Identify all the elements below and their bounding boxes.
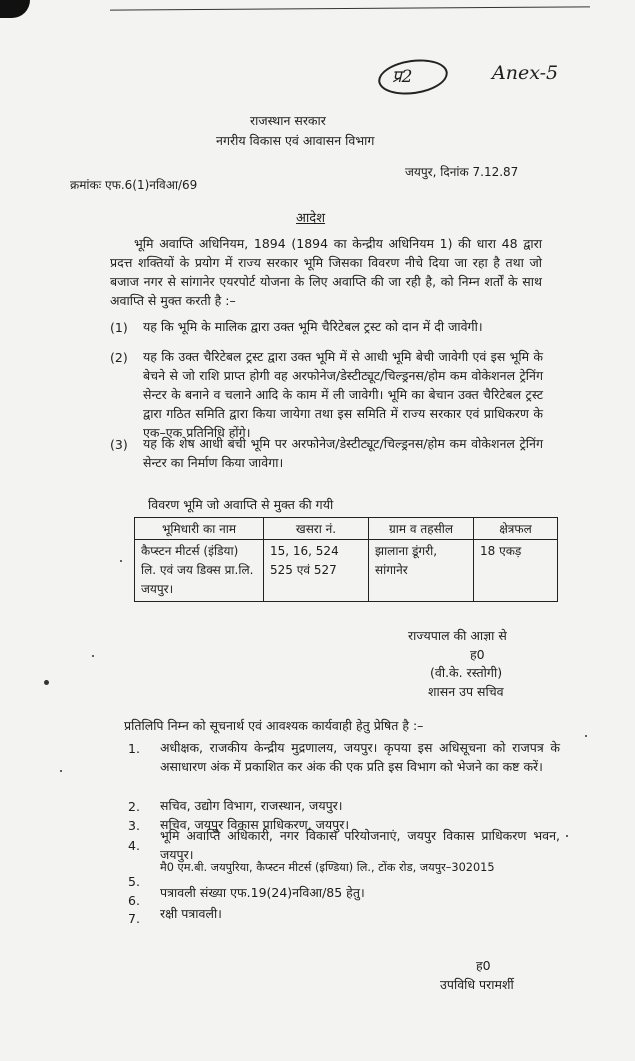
- copy-item-6-text: पत्रावली संख्या एफ.19(24)नविआ/85 हेतु।: [160, 885, 365, 900]
- copy-item-2-number: 2.: [128, 799, 140, 814]
- copy-item-1-number: 1.: [128, 741, 140, 756]
- table-header-cell: भूमिधारी का नाम: [135, 518, 264, 540]
- copy-item-5-text: मै0 एम.बी. जयपुरिया, कैप्स्टन मीटर्स (इण्डिया) लि., टोंक रोड, जयपुर–302015: [160, 861, 495, 874]
- signatory-designation: शासन उप सचिव: [428, 684, 504, 699]
- intro-paragraph: भूमि अवाप्ति अधिनियम, 1894 (1894 का केन्द्रीय अधिनियम 1) की धारा 48 द्वारा प्रदत्त शक्तियों के प्रयोग में राज्य सरकार भूमि जिसका विवरण नीचे दिया जा रहा है तथा जो बजाज नगर से सांगानेर एयरपोर्ट योजना के लिए अवाप्ति की जा रही है, को निम्न शर्तों के साथ अवाप्ति से मुक्त करती है :–: [110, 236, 542, 308]
- scan-speck: [566, 835, 568, 837]
- copy-item-3-number: 3.: [128, 818, 140, 833]
- copy-item-4-number: 4.: [128, 838, 140, 853]
- condition-1-text: यह कि भूमि के मालिक द्वारा उक्त भूमि चैरिटेबल ट्रस्ट को दान में दी जावेगी।: [143, 319, 483, 334]
- annex-annotation: Anex-5: [492, 62, 559, 84]
- condition-1-number: (1): [110, 320, 128, 335]
- copy-item-6-number: 6.: [128, 893, 140, 908]
- copy-intro: प्रतिलिपि निम्न को सूचनार्थ एवं आवश्यक कार्यवाही हेतु प्रेषित है :–: [124, 718, 424, 733]
- scan-blot: [0, 0, 30, 18]
- government-heading: राजस्थान सरकार: [250, 113, 326, 128]
- table-header-cell: खसरा नं.: [264, 518, 369, 540]
- table-header-row: [135, 518, 558, 540]
- condition-2-number: (2): [110, 350, 128, 365]
- table-row: [135, 540, 558, 602]
- copy-item-2-text: सचिव, उद्योग विभाग, राजस्थान, जयपुर।: [160, 798, 343, 813]
- copy-signatory: उपविधि परामर्शी: [440, 977, 514, 992]
- table-cell-village: झालाना डूंगरी, सांगानेर: [369, 540, 474, 602]
- table-cell-owner: कैप्स्टन मीटर्स (इंडिया) लि. एवं जय डिक्स प्रा.लि. जयपुर।: [135, 540, 264, 602]
- scan-speck: [585, 735, 587, 737]
- table-caption: विवरण भूमि जो अवाप्ति से मुक्त की गयी: [148, 497, 334, 512]
- copy-item-3-text: सचिव, जयपुर विकास प्राधिकरण, जयपुर।: [160, 817, 350, 832]
- condition-3-text: यह कि शेष आधी बची भूमि पर अरफोनेज/डेस्टीट्यूट/चिल्ड्रनस/होम कम वोकेशनल ट्रेनिंग सेन्टर का निर्माण किया जावेगा।: [143, 436, 543, 470]
- land-details-table: [134, 517, 558, 602]
- copy-item-7-text: रक्षी पत्रावली।: [160, 906, 222, 921]
- scan-speck: [120, 560, 122, 562]
- document-title: आदेश: [296, 211, 326, 226]
- order-line: राज्यपाल की आज्ञा से: [408, 628, 507, 643]
- scan-speck: [44, 680, 49, 685]
- circled-annotation: [376, 55, 450, 98]
- table-header-cell: ग्राम व तहसील: [369, 518, 474, 540]
- circled-number: प्र2: [392, 67, 413, 87]
- table-header-cell: क्षेत्रफल: [474, 518, 558, 540]
- scan-speck: [92, 655, 94, 657]
- signature-sd: ह0: [470, 647, 485, 662]
- table-cell-area: 18 एकड़: [474, 540, 558, 602]
- reference-number: क्रमांकः एफ.6(1)नविआ/69: [70, 178, 198, 192]
- table-cell-khasra: 15, 16, 524 525 एवं 527: [264, 540, 369, 602]
- place-date: जयपुर, दिनांक 7.12.87: [405, 165, 519, 179]
- copy-item-1-text: अधीक्षक, राजकीय केन्द्रीय मुद्रणालय, जयपुर। कृपया इस अधिसूचना को राजपत्र के असाधारण अंक में प्रकाशित कर अंक की एक प्रति इस विभाग को भेजने का कष्ट करें।: [160, 740, 560, 774]
- copy-signature-sd: ह0: [476, 958, 491, 973]
- condition-2-text: यह कि उक्त चैरिटेबल ट्रस्ट द्वारा उक्त भूमि में से आधी भूमि बेची जावेगी एवं इस भूमि के बेचने से जो राशि प्राप्त होगी वह अरफोनेज/डेस्टीट्यूट/चिल्ड्रनस/होम कम वोकेशनल ट्रेनिंग सेन्टर के बनाने व चलाने आदि के काम में ली जावेगी। भूमि का बेचान उक्त चैरिटेबल ट्रस्ट द्वारा गठित समिति द्वारा किया जायेगा तथा इस समिति में राज्य सरकार एवं प्राधिकरण के एक–एक प्रतिनिधि होंगे।: [143, 349, 543, 440]
- signatory-name: (वी.के. रस्तोगी): [430, 665, 503, 680]
- scan-edge-line: [110, 6, 590, 10]
- condition-3-number: (3): [110, 437, 128, 452]
- copy-item-4-text: भूमि अवाप्ति अधिकारी, नगर विकास परियोजनाएं, जयपुर विकास प्राधिकरण भवन, जयपुर।: [160, 828, 560, 862]
- copy-item-5-number: 5.: [128, 874, 140, 889]
- copy-item-7-number: 7.: [128, 911, 140, 926]
- department-heading: नगरीय विकास एवं आवासन विभाग: [216, 133, 375, 148]
- scan-speck: [60, 770, 62, 772]
